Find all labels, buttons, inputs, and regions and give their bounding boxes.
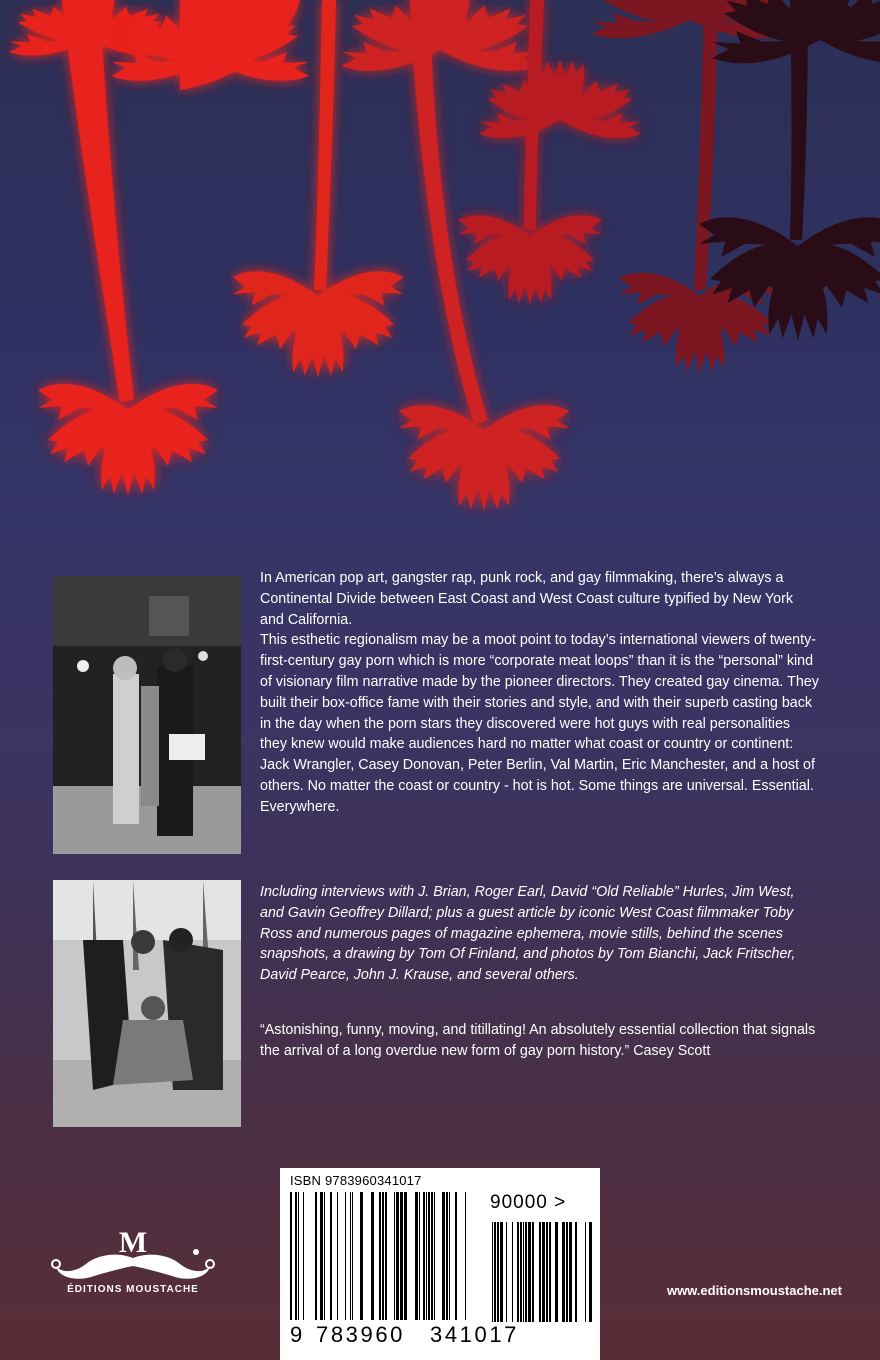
isbn-digit-first: 9 [290,1322,303,1347]
publisher-name: ÉDITIONS MOUSTACHE [67,1284,199,1295]
logo-letter: M [118,1226,148,1259]
blurb-paragraph-1: In American pop art, gangster rap, punk rock, and gay filmmaking, there’s always a Continental Divide between East Coast and West Coast culture typified by New York and California. [260,570,793,628]
review-quote: “Astonishing, funny, moving, and titillating! An absolutely essential collection that signals the arrival of a long overdue new form of gay porn history.” Casey Scott [260,1022,816,1059]
isbn-digits-right: 341017 [430,1322,520,1347]
blurb-paragraph-2: This esthetic regionalism may be a moot point to today’s international viewers of twenty-first-century gay porn which is more “corporate meat loops” than it is the “personal” kind of visionary film narrative made by the pioneer directors. They created gay cinema. They built their box-office fame with their stories and style, and with their superb casting back in the day when the porn stars they discovered were hot guys with real personalities they knew would make audiences hard no matter what coast or country or continent: Jack Wrangler, Casey Donovan, Peter Berlin, Val Martin, Eric Manchester, and a host of others. No matter the coast or country - hot is hot. Some things are universal. Essential. Everywhere. [260,632,819,815]
isbn-digits [280,1322,600,1352]
price-code: 90000 > [490,1192,567,1213]
description-blurb [260,568,820,818]
palm-tree-7 [699,0,880,341]
isbn-digits-left: 783960 [316,1322,406,1347]
outdoor-scene-photo [53,880,241,1127]
publisher-url: www.editionsmoustache.net [666,1283,842,1298]
contributors-credits: Including interviews with J. Brian, Roger Earl, David “Old Reliable” Hurles, Jim West, and Gavin Geoffrey Dillard; plus a guest article by iconic West Coast filmmaker Toby Ross and numerous pages of magazine ephemera, movie stills, behind the scenes snapshots, a drawing by Tom Of Finland, and photos by Tom Bianchi, Jack Fritscher, David Pearce, John J. Krause, and several others. [260,884,796,984]
isbn-barcode [280,1168,600,1360]
moustache-icon [48,1222,218,1284]
publisher-logo [48,1222,218,1302]
isbn-label: ISBN 9783960341017 [290,1173,422,1188]
film-set-photo [53,576,241,854]
palm-trees-artwork [0,0,880,560]
